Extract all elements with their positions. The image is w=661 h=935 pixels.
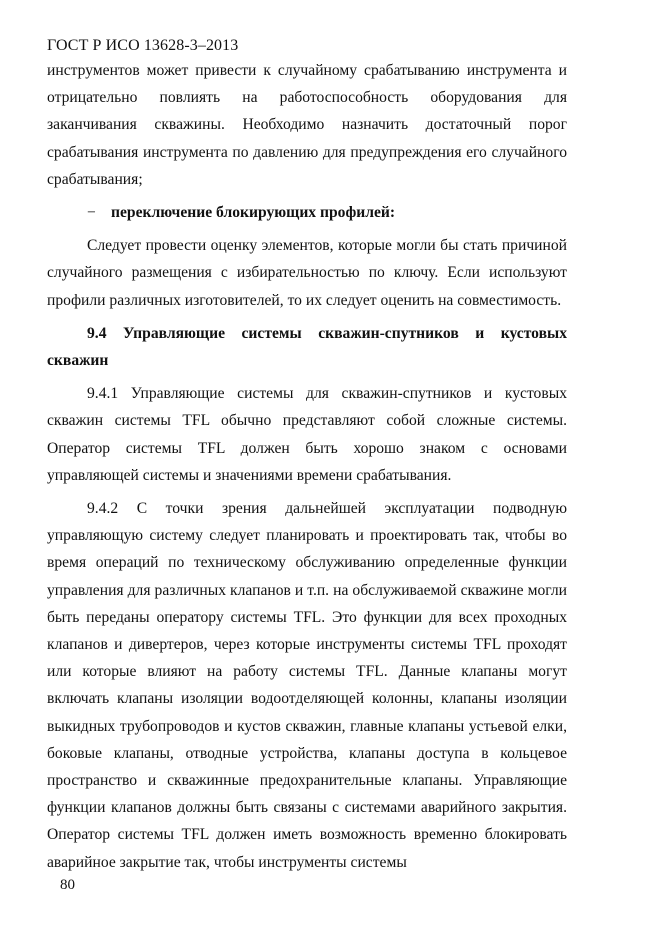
bullet-text: переключение блокирующих профилей:: [111, 204, 396, 222]
page-number: 80: [60, 877, 75, 893]
bullet-item: [47, 199, 567, 226]
paragraph-9-4-2: 9.4.2 С точки зрения дальнейшей эксплуатации подводную управляющую систему следует планировать и проектировать так, чтобы во время операций по техническому обслуживанию определенные функции управления для различных клапанов и т.п. на обслуживаемой скважине могли быть переданы оператору системы TFL. Это функции для всех проходных клапанов и дивертеров, через которые инструменты системы TFL проходят или которые влияют на работу системы TFL. Данные клапаны могут включать клапаны изоляции водоотделяющей колонны, клапаны изоляции выкидных трубопроводов и кустов скважин, главные клапаны устьевой елки, боковые клапаны, отводные устройства, клапаны доступа в кольцевое пространство и скважинные предохранительные клапаны. Управляющие функции клапанов должны быть связаны с системами аварийного закрытия. Оператор системы TFL должен иметь возможность временно блокировать аварийное закрытие так, чтобы инструменты системы: [47, 500, 567, 871]
paragraph-continuation: инструментов может привести к случайному срабатыванию инструмента и отрицательно повлиять на работоспособность оборудования для заканчивания скважины. Необходимо назначить достаточный порог срабатывания инструмента по давлению для предупреждения его случайного срабатывания;: [47, 62, 567, 188]
bullet-dash: −: [87, 204, 96, 222]
page-body: [47, 57, 567, 876]
section-heading: 9.4 Управляющие системы скважин-спутников и кустовых скважин: [47, 324, 567, 370]
paragraph-9-4-1: 9.4.1 Управляющие системы для скважин-спутников и кустовых скважин системы TFL обычно представляют собой сложные системы. Оператор системы TFL должен быть хорошо знаком с основами управляющей системы и значениями времени срабатывания.: [47, 385, 567, 484]
page-header: [47, 36, 238, 56]
paragraph-profiles: Следует провести оценку элементов, которые могли бы стать причиной случайного размещения с избирательностью по ключу. Если используют профили различных изготовителей, то их следует оценить на совместимость.: [47, 237, 567, 309]
standard-designation: ГОСТ Р ИСО 13628-3–2013: [47, 37, 239, 54]
